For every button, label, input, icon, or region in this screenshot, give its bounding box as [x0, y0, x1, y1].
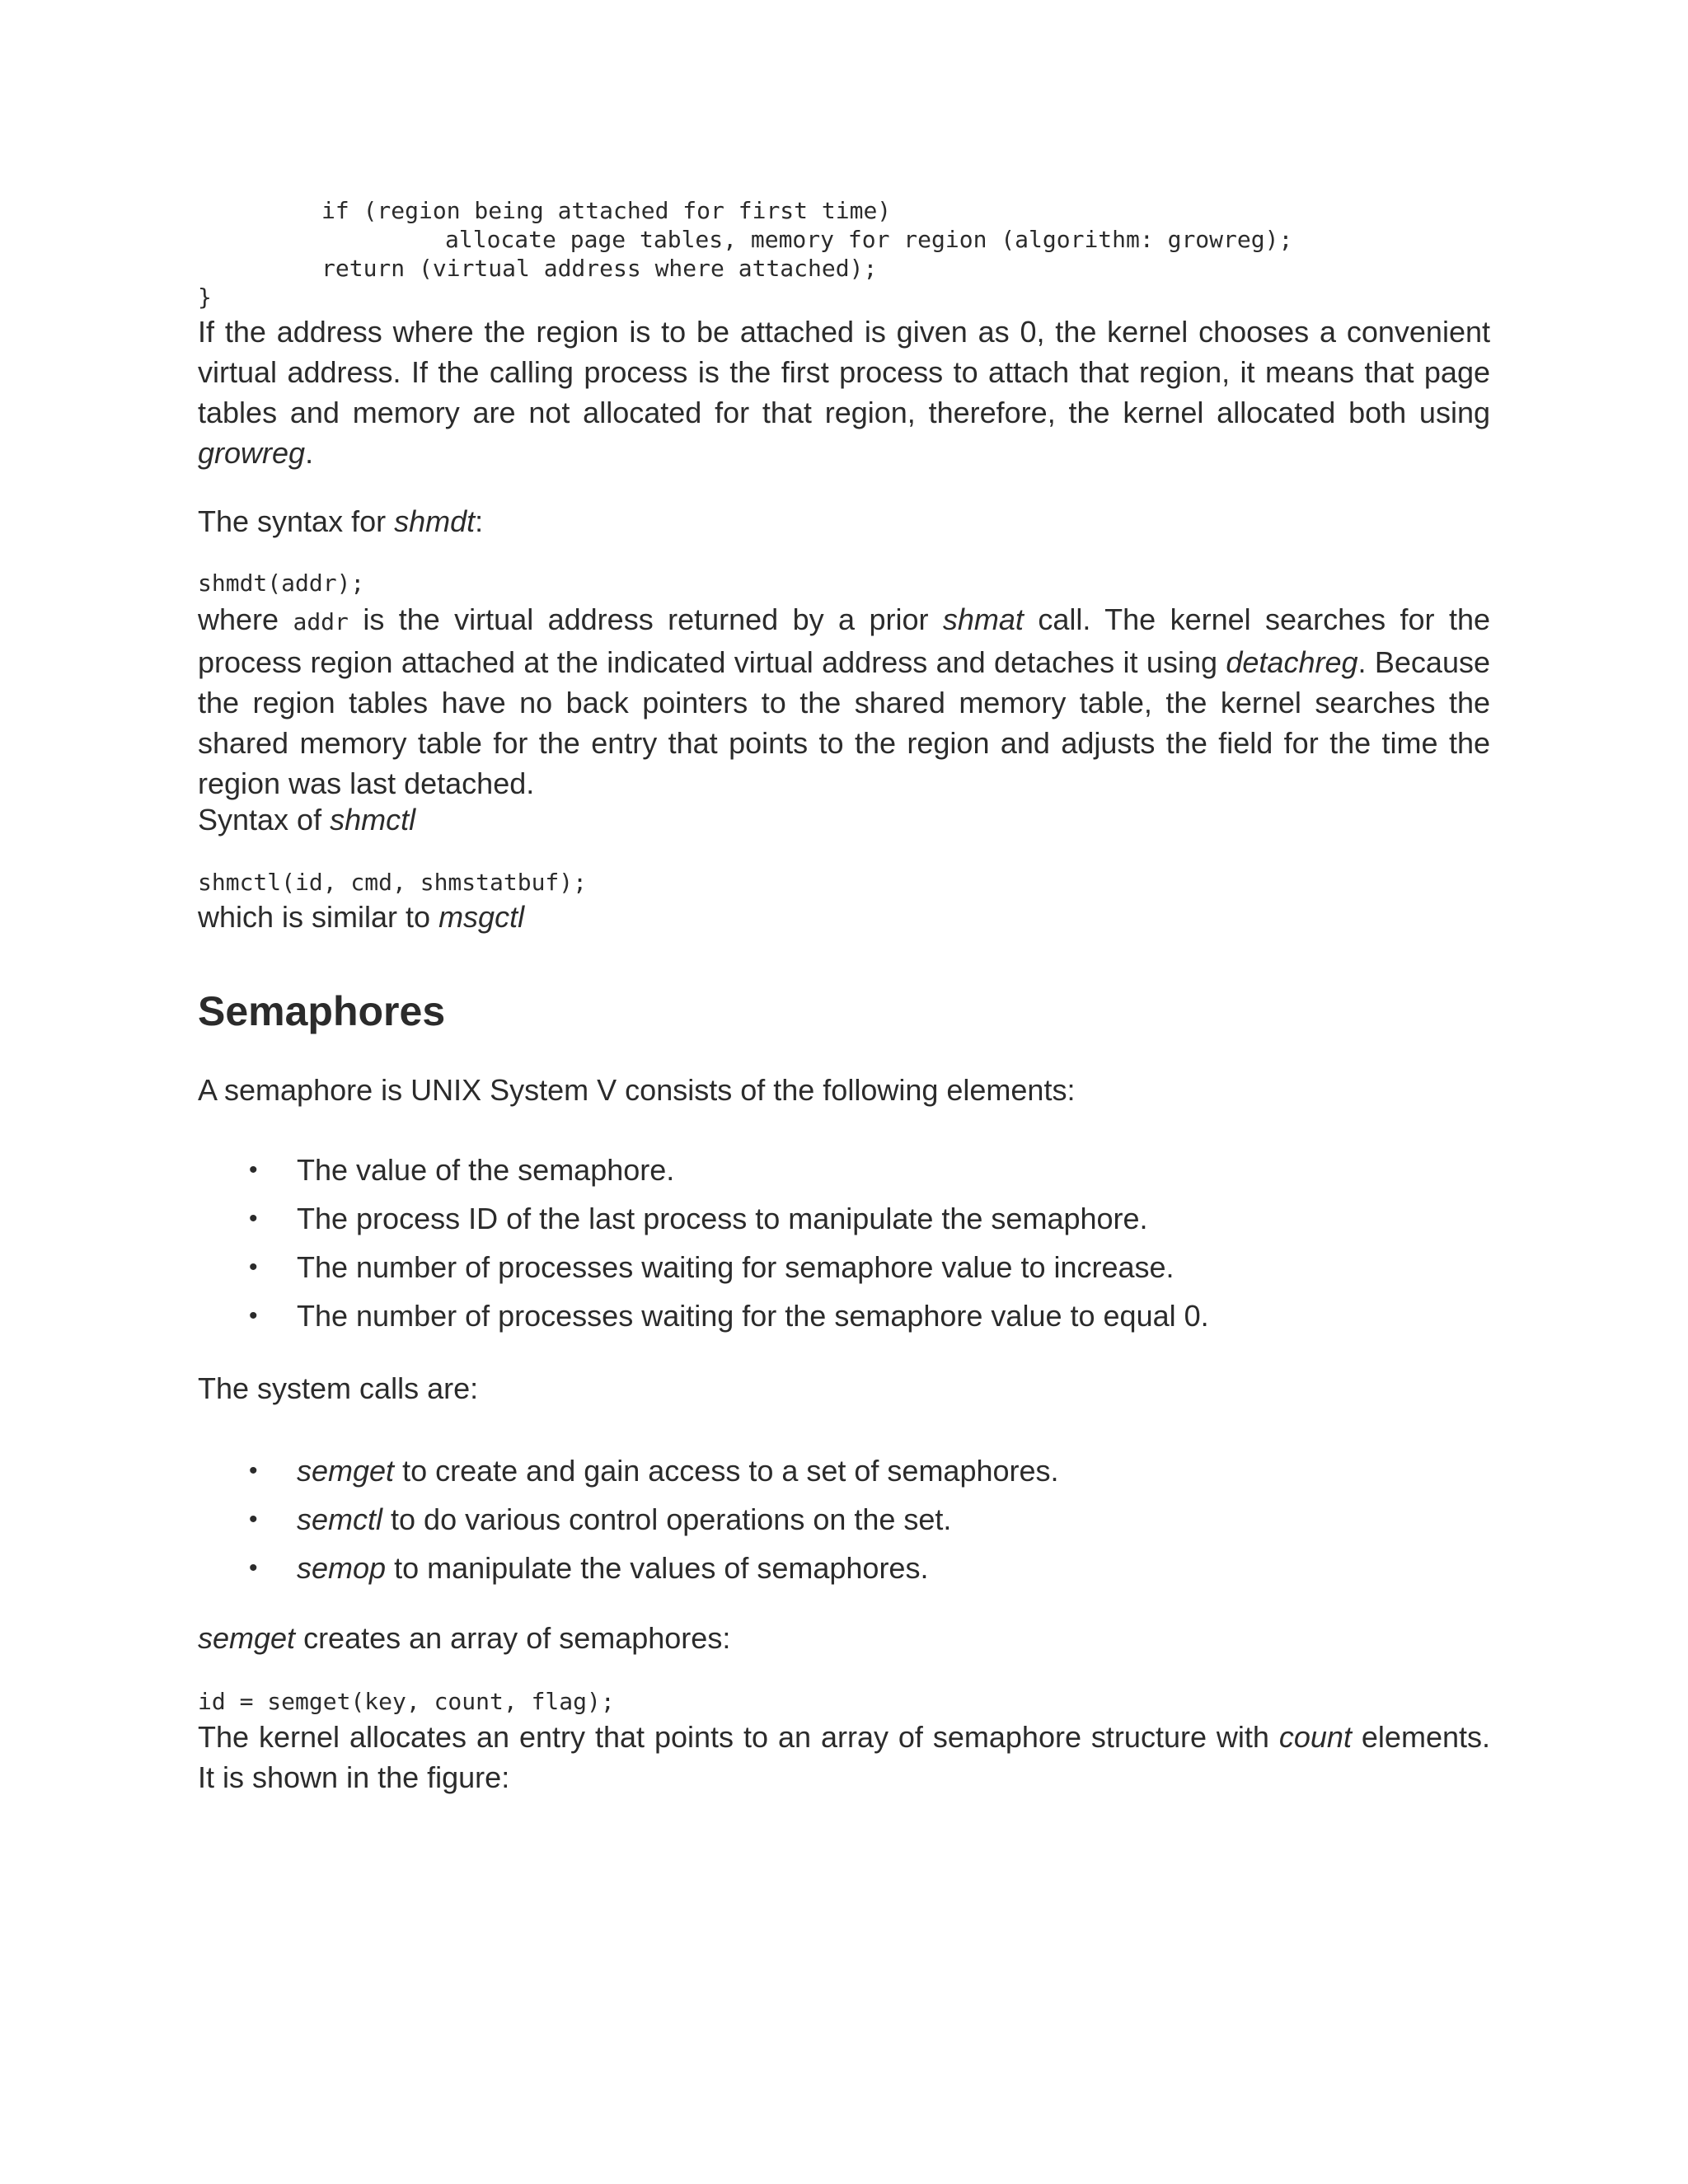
syscall-name: semop — [297, 1551, 387, 1585]
semget-intro-text: creates an array of semaphores: — [295, 1621, 731, 1655]
list-item — [198, 1495, 1490, 1544]
list-item-text: The value of the semaphore. — [297, 1153, 675, 1187]
bullet-icon: • — [249, 1205, 258, 1232]
code-line-if: if (region being attached for first time) — [321, 197, 892, 224]
bullet-icon: • — [249, 1302, 258, 1329]
shmctl-intro-text: Syntax of — [198, 803, 331, 837]
shmdt-intro-colon: : — [475, 504, 484, 538]
list-item — [198, 1446, 1490, 1495]
bullet-icon: • — [249, 1554, 258, 1582]
para1-end: . — [305, 436, 314, 470]
semget-code: id = semget(key, count, flag); — [198, 1688, 615, 1715]
shmctl-intro — [198, 799, 1490, 840]
bullet-icon: • — [249, 1457, 258, 1484]
para2-i1: shmat — [942, 602, 1024, 636]
msgctl-italic: msgctl — [438, 900, 525, 934]
syscalls-list — [198, 1446, 1490, 1592]
msgctl-text: which is similar to — [198, 900, 439, 934]
list-item-text: The number of processes waiting for the semaphore value to equal 0. — [297, 1299, 1209, 1333]
bullet-icon: • — [249, 1156, 258, 1183]
list-item — [198, 1544, 1490, 1592]
bullet-icon: • — [249, 1254, 258, 1281]
syscall-desc: to do various control operations on the set. — [382, 1502, 952, 1536]
para2-i2: detachreg — [1226, 645, 1358, 679]
para2-t1: where — [198, 602, 293, 636]
list-item — [198, 1194, 1490, 1243]
shmctl-code: shmctl(id, cmd, shmstatbuf); — [198, 869, 588, 896]
para2-t3: call. The kernel searches for the process region attached at the indicated virtual address and detaches it using — [198, 602, 1490, 679]
paragraph-region-attach — [198, 312, 1490, 473]
semget-intro-italic: semget — [198, 1621, 296, 1655]
syscall-name: semget — [297, 1454, 395, 1488]
list-item-text: The number of processes waiting for semaphore value to increase. — [297, 1250, 1175, 1284]
semaphore-intro: A semaphore is UNIX System V consists of the following elements: — [198, 1073, 1076, 1107]
code-line-brace: } — [198, 284, 212, 311]
paragraph-kernel-allocates — [198, 1717, 1490, 1797]
syscall-name: semctl — [297, 1502, 383, 1536]
list-item — [198, 1243, 1490, 1291]
list-item — [198, 1291, 1490, 1340]
final-para-end: elements. It is shown in the figure: — [198, 1720, 1490, 1794]
para2-code: addr — [293, 608, 349, 635]
syscalls-intro: The system calls are: — [198, 1371, 479, 1405]
shmdt-code: shmdt(addr); — [198, 569, 365, 597]
list-item-text: The process ID of the last process to manipulate the semaphore. — [297, 1202, 1148, 1235]
shmdt-intro-text: The syntax for — [198, 504, 395, 538]
para1-italic: growreg — [198, 436, 306, 470]
bullet-icon: • — [249, 1506, 258, 1533]
msgctl-line — [198, 897, 1490, 937]
final-para-text: The kernel allocates an entry that points to an array of semaphore structure with — [198, 1720, 1279, 1754]
para2-t4: . Because the region tables have no back pointers to the shared memory table, the kernel searches the shared memory table for the entry that points to the region and adjusts the field for the time the region was last detached. — [198, 645, 1490, 800]
list-item — [198, 1146, 1490, 1194]
semget-intro — [198, 1618, 1490, 1658]
semaphore-elements-list — [198, 1146, 1490, 1340]
code-line-allocate: allocate page tables, memory for region (algorithm: growreg); — [445, 226, 1293, 253]
syscall-desc: to manipulate the values of semaphores. — [386, 1551, 929, 1585]
para2-t2: is the virtual address returned by a prior — [348, 602, 943, 636]
paragraph-shmdt-explain — [198, 599, 1490, 804]
syscall-desc: to create and gain access to a set of semaphores. — [394, 1454, 1059, 1488]
shmdt-intro-italic: shmdt — [394, 504, 476, 538]
shmdt-intro — [198, 501, 1490, 541]
section-heading-semaphores: Semaphores — [198, 988, 446, 1034]
para1-text: If the address where the region is to be attached is given as 0, the kernel chooses a convenient virtual address. If the calling process is the first process to attach that region, it means that page tables and memory are not allocated for that region, therefore, the kernel allocated both using — [198, 315, 1490, 429]
code-line-return: return (virtual address where attached); — [321, 255, 878, 282]
shmctl-intro-italic: shmctl — [330, 803, 416, 837]
final-para-italic: count — [1278, 1720, 1352, 1754]
